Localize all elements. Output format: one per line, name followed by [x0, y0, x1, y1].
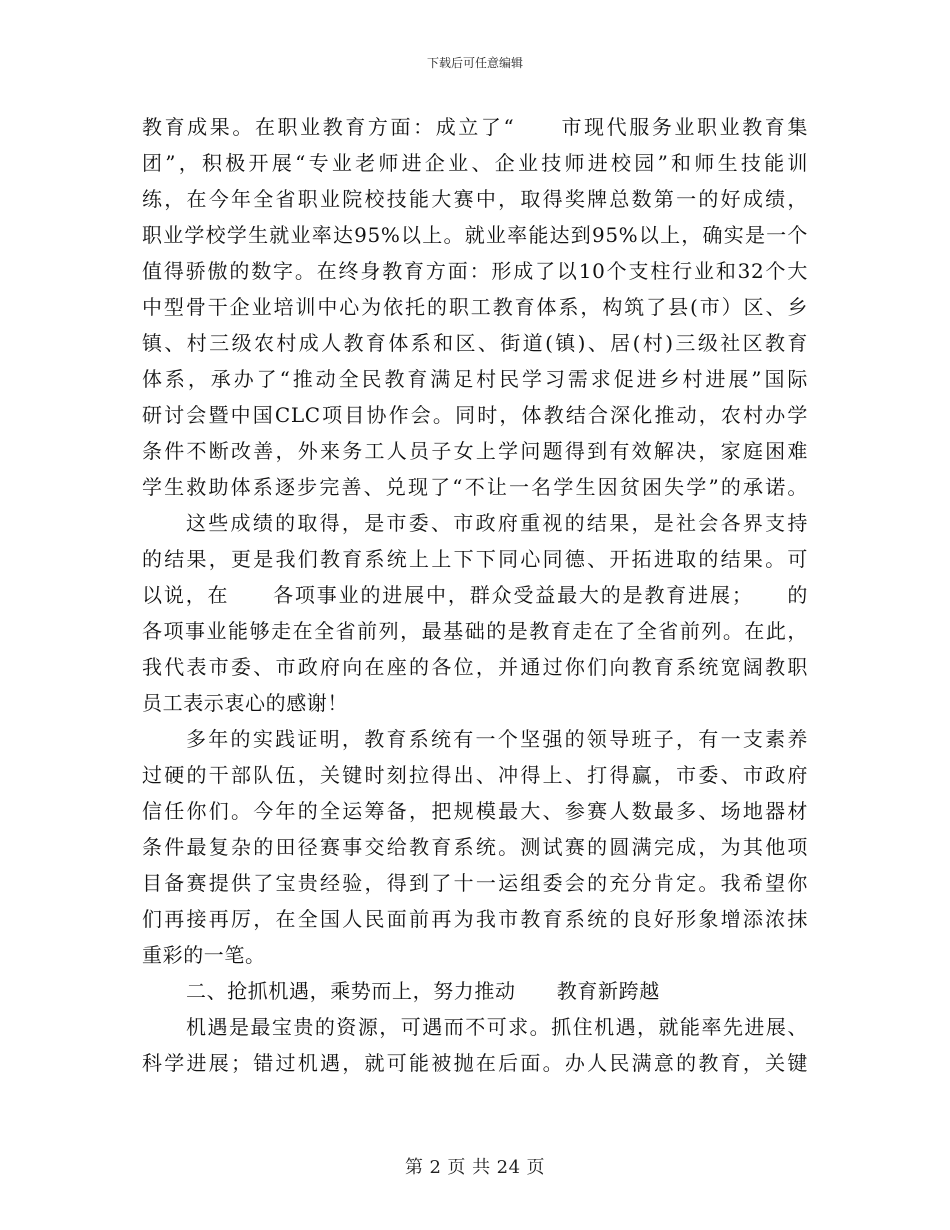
paragraph-line: 的结果，更是我们教育系统上上下下同心同德、开拓进取的结果。可	[142, 547, 808, 571]
footer-suffix: 页	[526, 1157, 546, 1178]
paragraph-line: 练，在今年全省职业院校技能大赛中，取得奖牌总数第一的好成绩，	[142, 187, 808, 211]
paragraph-line: 重彩的一笔。	[142, 943, 266, 967]
section-heading: 二、抢抓机遇，乘势而上，努力推动 教育新跨越	[186, 979, 660, 1003]
paragraph-line: 这些成绩的取得，是市委、市政府重视的结果，是社会各界支持	[186, 511, 808, 535]
paragraph-line: 我代表市委、市政府向在座的各位，并通过你们向教育系统宽阔教职	[142, 655, 808, 679]
paragraph-line: 学生救助体系逐步完善、兑现了“不让一名学生因贫困失学”的承诺。	[142, 475, 808, 499]
paragraph-line: 信任你们。今年的全运筹备，把规模最大、参赛人数最多、场地器材	[142, 799, 808, 823]
total-page-count: 24	[496, 1157, 521, 1178]
paragraph-line: 镇、村三级农村成人教育体系和区、街道(镇)、居(村)三级社区教育	[142, 331, 808, 355]
paragraph-line: 机遇是最宝贵的资源，可遇而不可求。抓住机遇，就能率先进展、	[186, 1015, 808, 1039]
document-body	[142, 109, 808, 1081]
page-header: 下载后可任意编辑	[426, 56, 523, 70]
paragraph-line: 员工表示衷心的感谢！	[142, 691, 348, 715]
footer-middle: 页 共	[447, 1157, 491, 1178]
paragraph-line: 教育成果。在职业教育方面：成立了“ 市现代服务业职业教育集	[142, 115, 808, 139]
paragraph-line: 职业学校学生就业率达95%以上。就业率能达到95%以上，确实是一个	[142, 223, 808, 247]
paragraph-line: 科学进展；错过机遇，就可能被抛在后面。办人民满意的教育，关键	[142, 1051, 808, 1075]
paragraph-line: 团”，积极开展“专业老师进企业、企业技师进校园”和师生技能训	[142, 151, 808, 175]
paragraph-line: 条件最复杂的田径赛事交给教育系统。测试赛的圆满完成，为其他项	[142, 835, 808, 859]
paragraph-line: 中型骨干企业培训中心为依托的职工教育体系，构筑了县(市）区、乡	[142, 295, 808, 319]
current-page-number: 2	[429, 1157, 442, 1178]
paragraph-line: 值得骄傲的数字。在终身教育方面：形成了以10个支柱行业和32个大	[142, 259, 808, 283]
paragraph-line: 目备赛提供了宝贵经验，得到了十一运组委会的充分肯定。我希望你	[142, 871, 808, 895]
page-footer	[0, 1153, 950, 1179]
paragraph-line: 多年的实践证明，教育系统有一个坚强的领导班子，有一支素养	[186, 727, 808, 751]
paragraph-line: 们再接再厉，在全国人民面前再为我市教育系统的良好形象增添浓抹	[142, 907, 808, 931]
paragraph-line: 条件不断改善，外来务工人员子女上学问题得到有效解决，家庭困难	[142, 439, 808, 463]
paragraph-line: 各项事业能够走在全省前列，最基础的是教育走在了全省前列。在此，	[142, 619, 808, 643]
paragraph-line: 研讨会暨中国CLC项目协作会。同时，体教结合深化推动，农村办学	[142, 403, 808, 427]
paragraph-line: 以说，在 各项事业的进展中，群众受益最大的是教育进展； 的	[142, 583, 808, 607]
footer-prefix: 第	[404, 1157, 424, 1178]
paragraph-line: 过硬的干部队伍，关键时刻拉得出、冲得上、打得赢，市委、市政府	[142, 763, 808, 787]
paragraph-line: 体系，承办了“推动全民教育满足村民学习需求促进乡村进展”国际	[142, 367, 808, 391]
